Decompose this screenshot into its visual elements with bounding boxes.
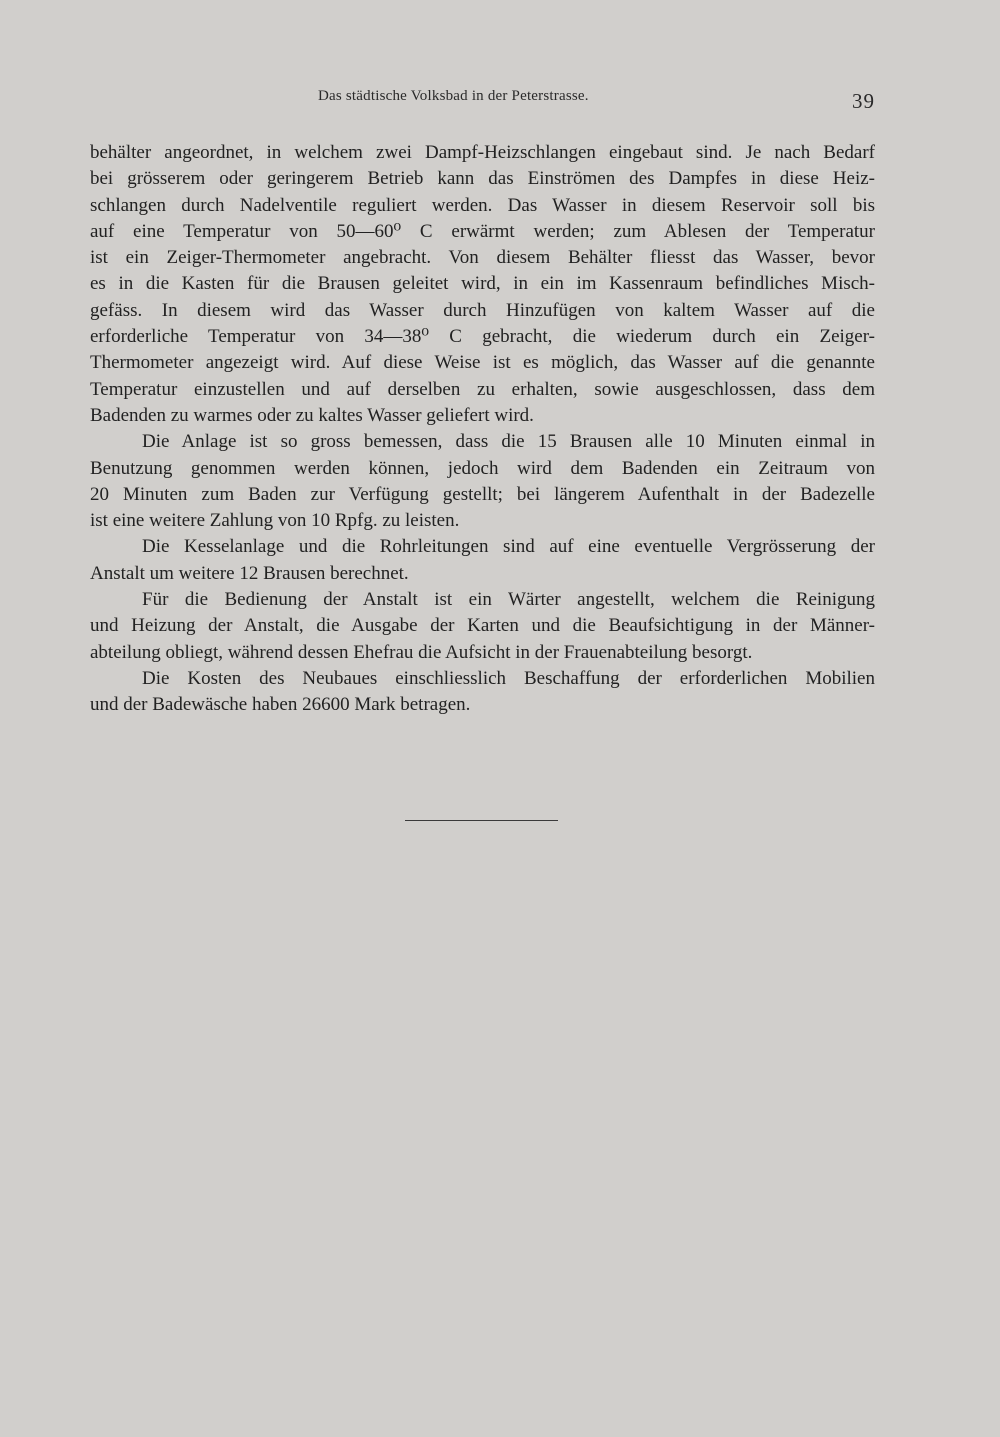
text-line: und Heizung der Anstalt, die Ausgabe der Karten und die Beaufsichtigung in der Männer- (90, 615, 875, 637)
text-line: Für die Bedienung der Anstalt ist ein Wärter angestellt, welchem die Reinigung (142, 589, 875, 611)
text-line: Anstalt um weitere 12 Brausen berechnet. (90, 562, 409, 584)
text-line: Die Kosten des Neubaues einschliesslich Beschaffung der erforderlichen Mobilien (142, 667, 875, 689)
text-line: abteilung obliegt, während dessen Ehefrau die Aufsicht in der Frauenabteilung besorgt. (90, 641, 753, 663)
page-number: 39 (852, 89, 875, 113)
text-line: schlangen durch Nadelventile reguliert werden. Das Wasser in diesem Reservoir soll bis (90, 194, 875, 216)
text-line: ist ein Zeiger-Thermometer angebracht. Von diesem Behälter fliesst das Wasser, bevor (90, 247, 875, 269)
text-line: Thermometer angezeigt wird. Auf diese Weise ist es möglich, das Wasser auf die genannte (90, 352, 875, 374)
paragraph-4 (90, 587, 875, 666)
text-line: Temperatur einzustellen und auf derselben zu erhalten, sowie ausgeschlossen, dass dem (90, 378, 875, 400)
paragraph-2 (90, 429, 875, 534)
text-line: Die Anlage ist so gross bemessen, dass die 15 Brausen alle 10 Minuten einmal in (142, 431, 875, 453)
text-line: und der Badewäsche haben 26600 Mark betragen. (90, 694, 471, 716)
text-line: gefäss. In diesem wird das Wasser durch Hinzufügen von kaltem Wasser auf die (90, 299, 875, 321)
paragraph-3 (90, 534, 875, 587)
text-line: behälter angeordnet, in welchem zwei Dampf-Heizschlangen eingebaut sind. Je nach Bedarf (90, 142, 875, 163)
text-line: auf eine Temperatur von 50—60⁰ C erwärmt werden; zum Ablesen der Temperatur (90, 220, 875, 242)
paragraph-5 (90, 666, 875, 719)
end-rule (405, 820, 558, 821)
text-line: es in die Kasten für die Brausen geleitet wird, in ein im Kassenraum befindliches Misch- (90, 273, 875, 295)
text-line: Benutzung genommen werden können, jedoch wird dem Badenden ein Zeitraum von (90, 457, 875, 479)
running-title: Das städtische Volksbad in der Peterstrasse. (318, 88, 589, 104)
text-line: bei grösserem oder geringerem Betrieb kann das Einströmen des Dampfes in diese Heiz- (90, 168, 875, 190)
text-line: Badenden zu warmes oder zu kaltes Wasser geliefert wird. (90, 404, 534, 426)
text-line: ist eine weitere Zahlung von 10 Rpfg. zu leisten. (90, 510, 460, 532)
text-line: Die Kesselanlage und die Rohrleitungen sind auf eine eventuelle Vergrösserung der (142, 536, 875, 558)
paragraph-1 (90, 140, 875, 429)
text-line: erforderliche Temperatur von 34—38⁰ C gebracht, die wiederum durch ein Zeiger- (90, 326, 875, 348)
body-text (90, 140, 875, 719)
text-line: 20 Minuten zum Baden zur Verfügung gestellt; bei längerem Aufenthalt in der Badezelle (90, 483, 875, 505)
